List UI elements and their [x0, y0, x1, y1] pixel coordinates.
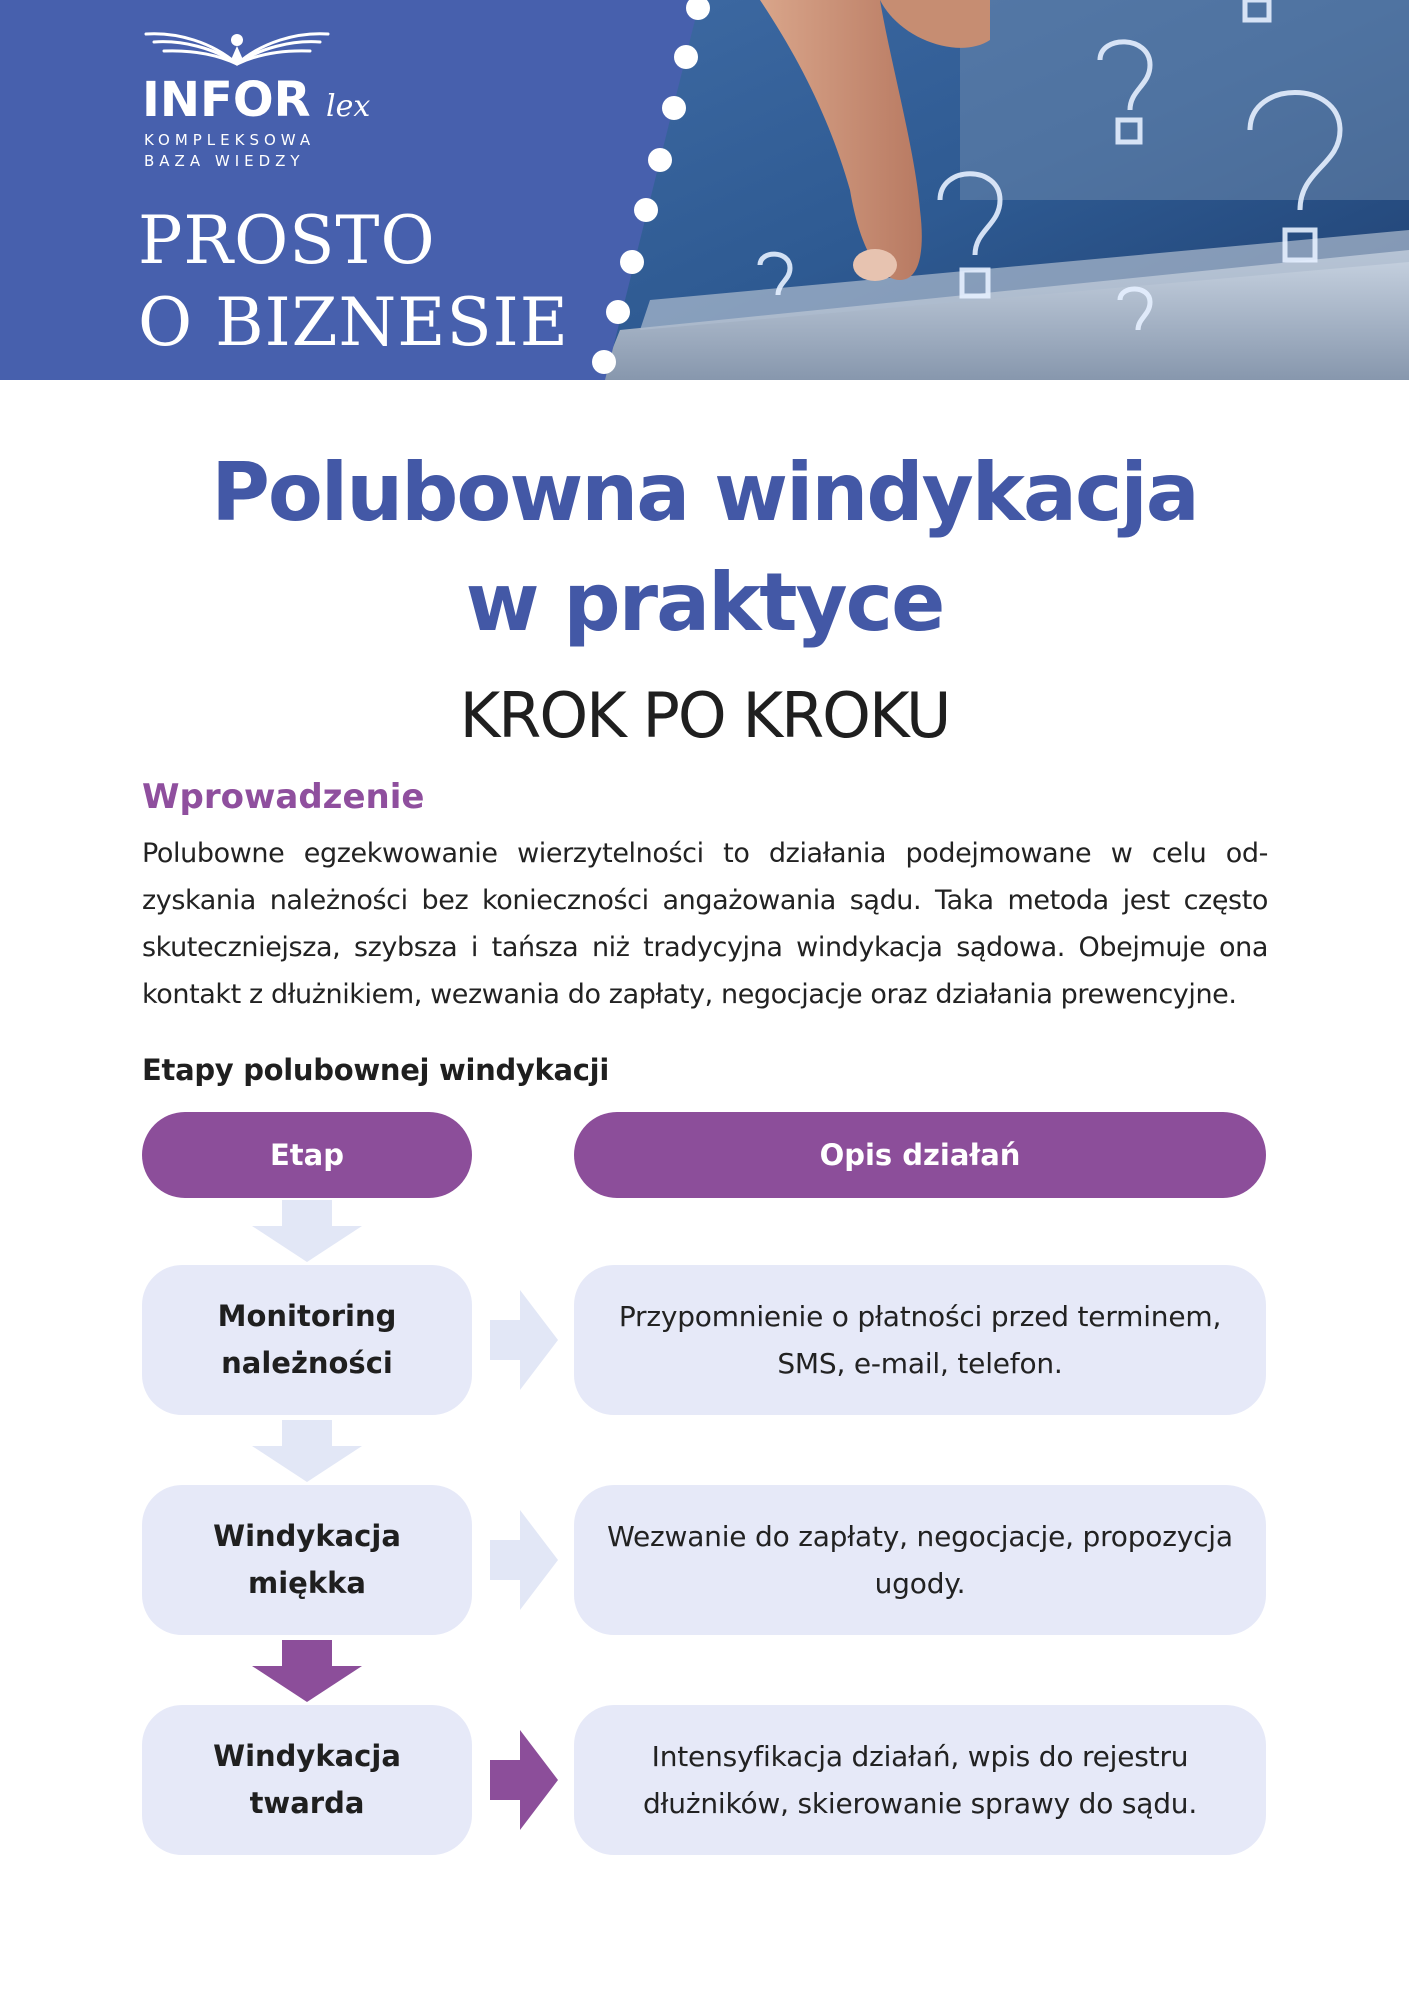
stage-label-line1: Monitoring [217, 1299, 397, 1333]
description-line1: Intensyfikacja działań, wpis do rejestru [651, 1740, 1189, 1773]
stages-heading: Etapy polubownej windykacji [142, 1053, 609, 1087]
stage-box-monitoring [142, 1265, 472, 1415]
logo-wordmark: INFOR [142, 72, 311, 128]
logo-tagline: KOMPLEKSOWA BAZA WIEDZY [144, 131, 316, 170]
stage-label-line2: należności [221, 1346, 393, 1380]
stage-label-line1: Windykacja [213, 1739, 401, 1773]
page-title-line1: Polubowna windykacja [211, 446, 1198, 539]
stage-label-line2: twarda [249, 1786, 365, 1820]
down-arrow-icon [252, 1200, 362, 1262]
header-banner [0, 0, 1409, 380]
stage-label-line2: miękka [248, 1566, 366, 1600]
stage-box-soft-collection [142, 1485, 472, 1635]
description-box-hard-collection [574, 1705, 1266, 1855]
description-line2: dłużników, skierowanie sprawy do sądu. [642, 1787, 1198, 1820]
series-title: PROSTO O BIZNESIE [138, 202, 569, 361]
description-line2: ugody. [874, 1567, 966, 1600]
page-subtitle: KROK PO KROKU [459, 679, 950, 752]
stage-box-hard-collection [142, 1705, 472, 1855]
down-arrow-icon [252, 1420, 362, 1482]
description-line1: Wezwanie do zapłaty, negocjacje, propozycja [607, 1520, 1233, 1553]
description-box-monitoring [574, 1265, 1266, 1415]
description-line2: SMS, e-mail, telefon. [777, 1347, 1063, 1380]
column-header-stage: Etap [142, 1112, 472, 1198]
right-arrow-icon [490, 1290, 558, 1390]
stage-label-line1: Windykacja [213, 1519, 401, 1553]
logo-suffix: lex [326, 89, 371, 124]
page-title-line2: w praktyce [465, 556, 944, 649]
page-title [0, 438, 1409, 658]
intro-paragraph: Polubowne egzekwowanie wierzytelności to działania podejmowane w celu od-zyskania należności bez konieczności angażowania sądu. Taka metoda jest często skuteczniejsza, szybsza i tańsza niż tradycyjna windykacja sądowa. Obejmuje ona kontakt z dłużnikiem, wezwania do zapłaty, negocjacje oraz działania prewencyjne. [142, 838, 1268, 1010]
description-box-soft-collection [574, 1485, 1266, 1635]
right-arrow-accent-icon [490, 1730, 558, 1830]
description-line1: Przypomnienie o płatności przed terminem, [618, 1300, 1222, 1333]
book-wings-icon [142, 24, 332, 70]
column-header-description: Opis działań [574, 1112, 1266, 1198]
right-arrow-icon [490, 1510, 558, 1610]
down-arrow-accent-icon [252, 1640, 362, 1702]
intro-heading: Wprowadzenie [142, 777, 425, 817]
